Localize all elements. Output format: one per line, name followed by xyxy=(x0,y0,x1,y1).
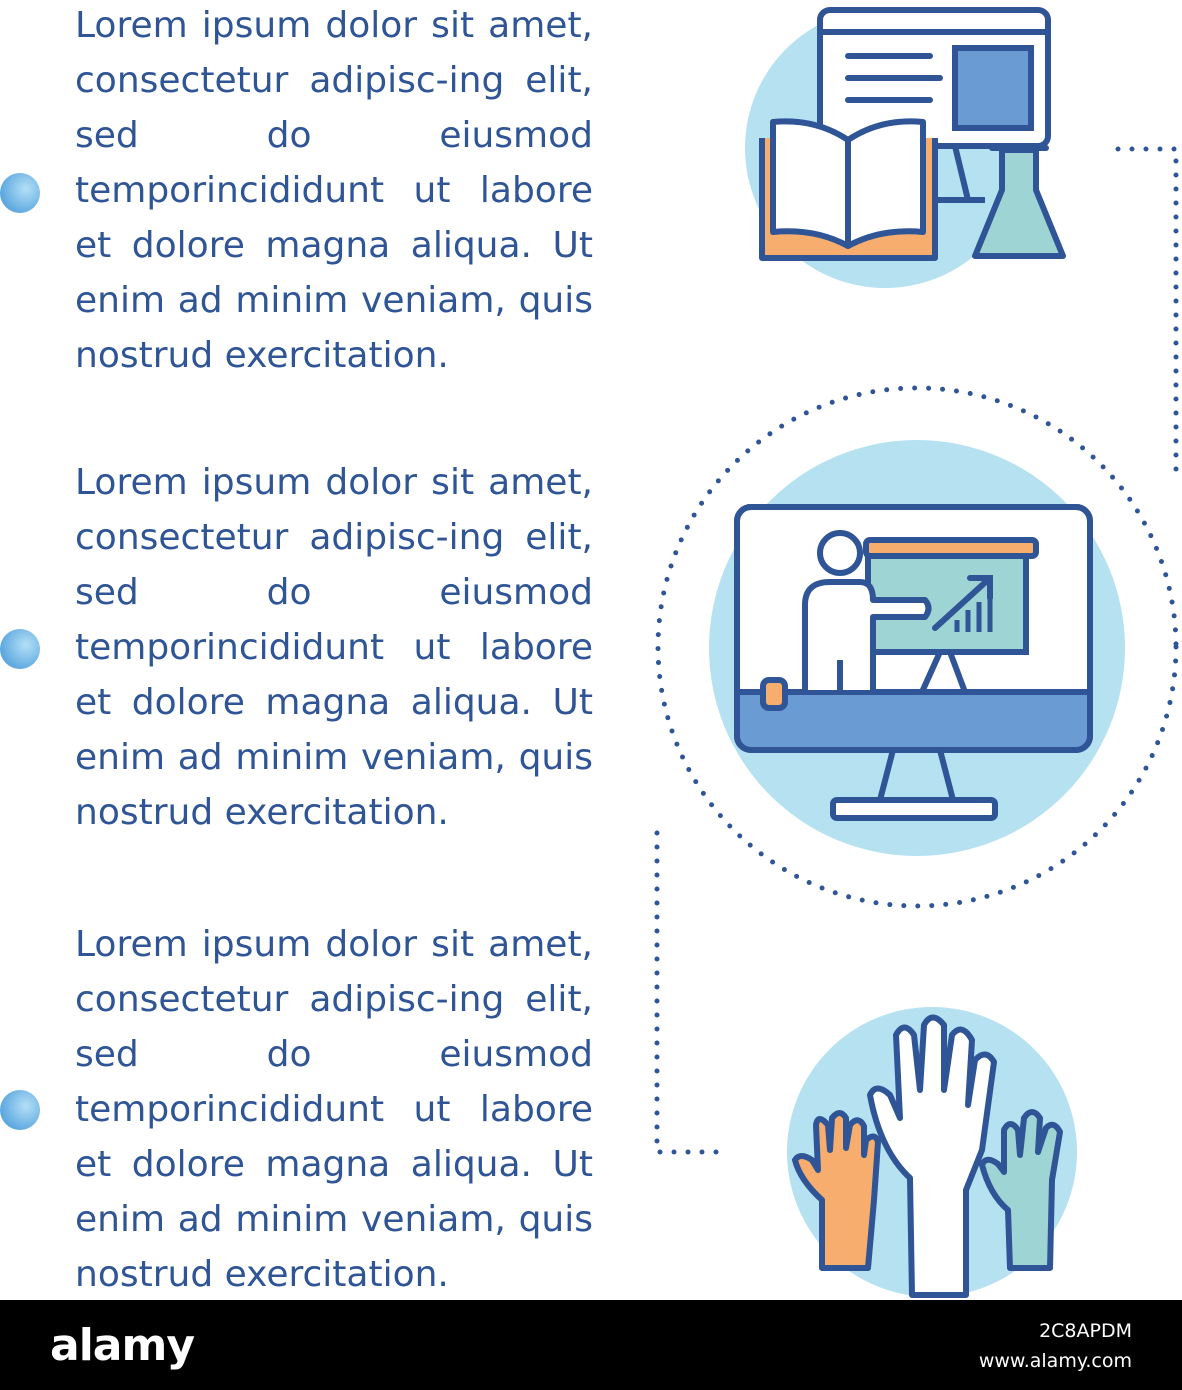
site-url: www.alamy.com xyxy=(978,1350,1132,1372)
dotted-connector-top xyxy=(1118,149,1176,470)
book-computer-flask-icon xyxy=(745,8,1063,288)
raised-hands-icon xyxy=(787,1007,1077,1297)
paragraph-3: Lorem ipsum dolor sit amet, consectetur adipisc-ing elit, sed do eiusmod temporincididunt ut labore et dolore magna aliqua. Ut enim ad minim veniam, quis nostrud exercitation. xyxy=(75,924,593,1295)
image-info xyxy=(979,1316,1132,1376)
alamy-logo: alamy xyxy=(50,1320,194,1371)
dotted-connector-bottom xyxy=(657,833,720,1152)
paragraph-1: Lorem ipsum dolor sit amet, consectetur adipisc-ing elit, sed do eiusmod temporincididunt ut labore et dolore magna aliqua. Ut enim ad minim veniam, quis nostrud exercitation. xyxy=(75,5,593,376)
online-presentation-icon xyxy=(709,440,1125,856)
image-id: 2C8APDM xyxy=(1039,1320,1132,1342)
paragraph-2: Lorem ipsum dolor sit amet, consectetur adipisc-ing elit, sed do eiusmod temporincididunt ut labore et dolore magna aliqua. Ut enim ad minim veniam, quis nostrud exercitation. xyxy=(75,462,593,833)
footer-bar xyxy=(0,1300,1182,1390)
